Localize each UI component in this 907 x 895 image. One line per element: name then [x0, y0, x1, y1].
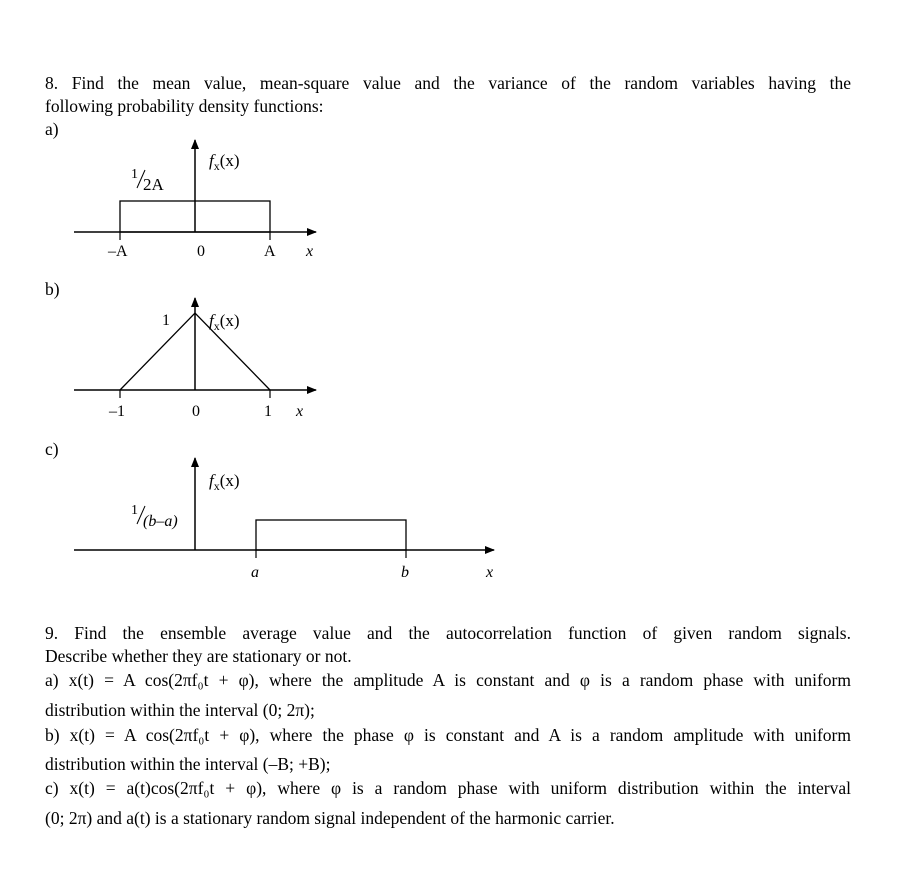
graph-c-axis-x: x	[486, 564, 494, 581]
graph-a	[74, 140, 316, 260]
graph-c-tick-b: b	[401, 564, 409, 581]
graph-b-tick-neg: –1	[109, 403, 125, 420]
graph-c	[74, 458, 494, 581]
graph-c-height-den: (b–a)	[143, 513, 178, 530]
problem9-b-line2: distribution within the interval (–B; +B);	[45, 754, 331, 774]
problem8-line2: following probability density functions:	[45, 96, 324, 116]
graph-a-height-den: 2A	[143, 175, 164, 194]
graph-b-tick-zero: 0	[192, 403, 200, 420]
label-b: b)	[45, 279, 60, 299]
graph-c-pdf-rect	[256, 520, 406, 550]
graph-c-func-label: $f_x(x)$	[209, 471, 240, 493]
problem9-line2: Describe whether they are stationary or not.	[45, 646, 352, 666]
graph-b-tick-pos: 1	[264, 403, 272, 420]
problem9-c-line1: c) x(t) = a(t)cos(2πf₀t + φ), where φ is a random phase with uniform distribution within the interval	[45, 778, 851, 798]
graph-b-peak: 1	[162, 312, 170, 329]
graph-a-tick-pos: A	[264, 243, 276, 260]
graph-a-tick-zero: 0	[197, 243, 205, 260]
graph-b-func-label: $f_x(x)$	[209, 311, 240, 333]
problem9-b-line1: b) x(t) = A cos(2πf₀t + φ), where the phase φ is constant and A is a random amplitude with uniform	[45, 725, 851, 745]
graph-a-tick-neg: –A	[108, 243, 128, 260]
problem9-a-line2: distribution within the interval (0; 2π);	[45, 700, 315, 720]
problem8-line1: 8. Find the mean value, mean-square value and the variance of the random variables having the	[45, 73, 851, 93]
problem9-line1: 9. Find the ensemble average value and the autocorrelation function of given random signals.	[45, 623, 851, 643]
graph-a-axis-x: x	[306, 243, 314, 260]
problem9-c-line2: (0; 2π) and a(t) is a stationary random signal independent of the harmonic carrier.	[45, 808, 615, 828]
graph-a-func-label: $f_x(x)$	[209, 151, 240, 173]
graph-b	[74, 298, 316, 420]
problem9-a-line1: a) x(t) = A cos(2πf₀t + φ), where the amplitude A is constant and φ is a random phase with uniform	[45, 670, 851, 690]
label-c: c)	[45, 439, 59, 459]
graph-a-height-num: 1	[131, 167, 138, 182]
graph-c-height-num: 1	[131, 503, 138, 518]
label-a: a)	[45, 119, 59, 139]
graph-c-tick-a: a	[251, 564, 259, 581]
graph-b-axis-x: x	[296, 403, 304, 420]
